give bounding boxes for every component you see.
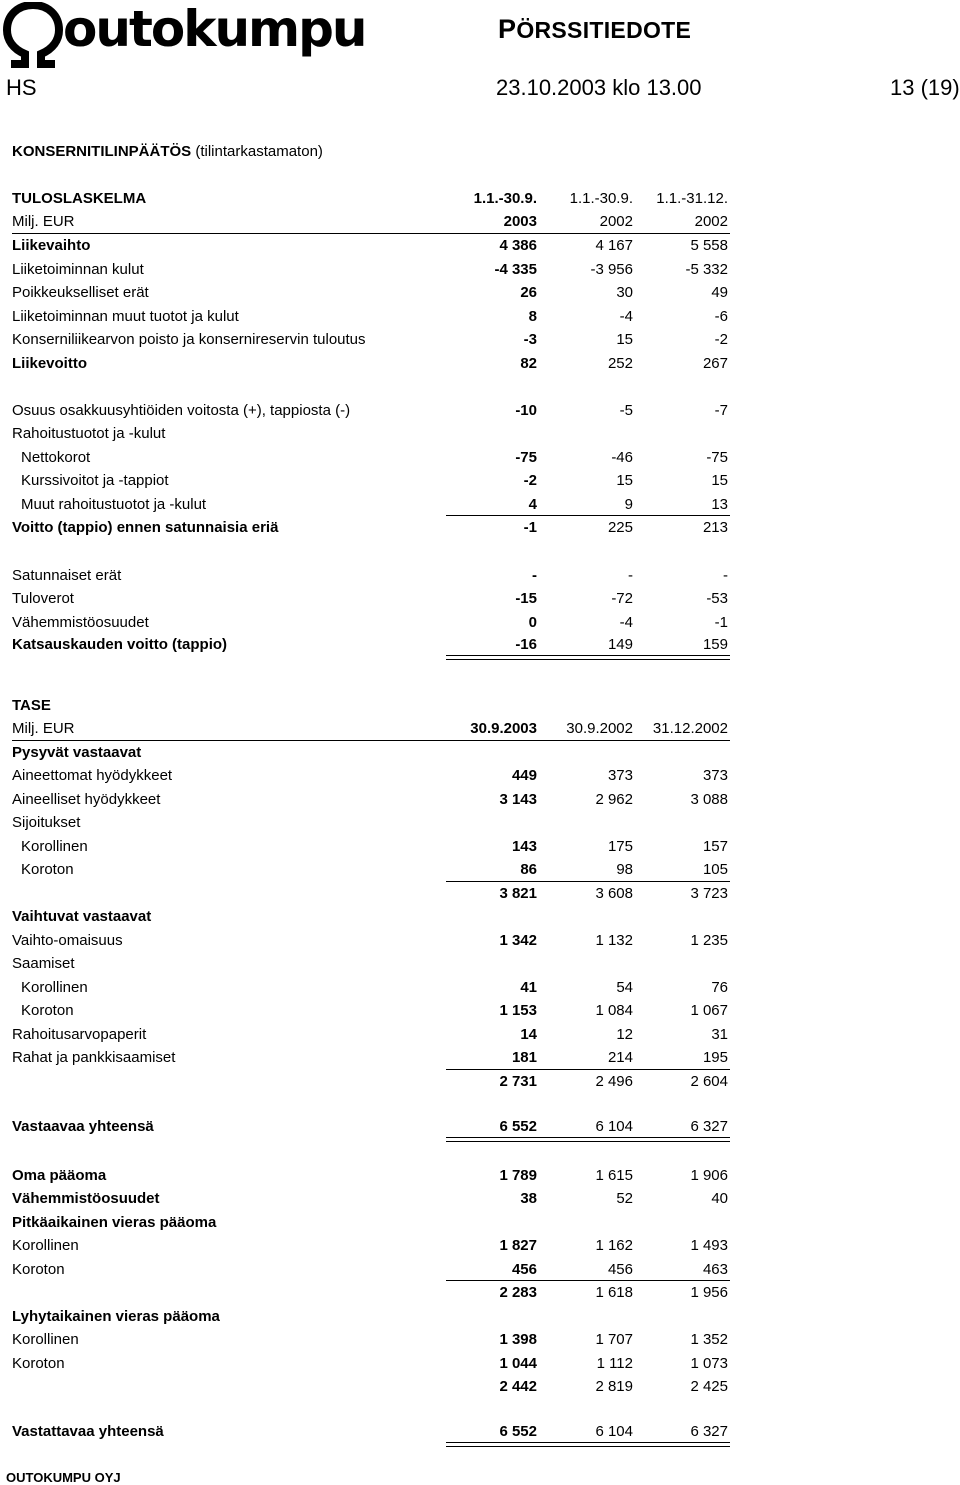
balance-row-label: Vastattavaa yhteensä: [12, 1423, 164, 1440]
income-row: [12, 633, 730, 656]
income-value-col2: 15: [616, 472, 633, 489]
balance-row: [12, 1420, 730, 1443]
income-value-col2: 15: [616, 331, 633, 348]
balance-value-col1: 86: [520, 861, 537, 878]
balance-row-label: Rahat ja pankkisaamiset: [12, 1049, 176, 1066]
balance-col1-date: 30.9.2003: [470, 720, 537, 737]
income-col2-year: 2002: [599, 213, 633, 230]
income-value-col3: 213: [702, 519, 728, 536]
balance-value-col2: 1 618: [595, 1284, 633, 1301]
balance-row-label: Korollinen: [21, 838, 88, 855]
balance-value-col2: 54: [616, 979, 633, 996]
balance-value-col3: 157: [702, 838, 728, 855]
balance-value-col3: 1 235: [690, 932, 728, 949]
balance-row: [12, 1115, 730, 1138]
income-value-col3: 5 558: [690, 237, 728, 254]
balance-row: [12, 882, 730, 905]
balance-row: [12, 1187, 730, 1210]
income-row: [12, 352, 730, 375]
total-double-rule: [446, 1137, 730, 1142]
balance-row-label: Aineettomat hyödykkeet: [12, 767, 173, 784]
balance-value-col2: 1 132: [595, 932, 633, 949]
balance-value-col3: 6 327: [690, 1423, 728, 1440]
income-col2-period: 1.1.-30.9.: [569, 190, 633, 207]
balance-row-label: Oma pääoma: [12, 1167, 107, 1184]
balance-row-label: Rahoitusarvopaperit: [12, 1026, 147, 1043]
balance-value-col1: 449: [511, 767, 537, 784]
header-datetime: 23.10.2003 klo 13.00: [496, 75, 702, 100]
income-value-col3: -6: [714, 308, 728, 325]
balance-row: [12, 999, 730, 1022]
income-row: [12, 587, 730, 610]
balance-unit-row: [12, 717, 730, 740]
balance-value-col3: 2 425: [690, 1378, 728, 1395]
balance-value-col2: 6 104: [595, 1423, 633, 1440]
balance-row: [12, 1070, 730, 1093]
income-value-col1: -2: [523, 472, 537, 489]
balance-value-col1: 38: [520, 1190, 537, 1207]
income-value-col2: -4: [619, 308, 633, 325]
balance-row: [12, 1352, 730, 1375]
income-row-label: Katsauskauden voitto (tappio): [12, 636, 228, 653]
income-value-col3: -1: [714, 614, 728, 631]
balance-value-col1: 2 442: [499, 1378, 537, 1395]
balance-value-col2: 52: [616, 1190, 633, 1207]
balance-row-label: Sijoitukset: [12, 814, 81, 831]
balance-value-col3: 1 352: [690, 1331, 728, 1348]
income-value-col2: -5: [619, 402, 633, 419]
income-heading-row: [12, 187, 730, 210]
income-value-col3: 13: [711, 496, 728, 513]
report-title-bold: KONSERNITILINPÄÄTÖS: [12, 143, 192, 160]
balance-row-label: Vähemmistöosuudet: [12, 1190, 160, 1207]
balance-row: [12, 1023, 730, 1046]
balance-value-col3: 76: [711, 979, 728, 996]
income-col3-period: 1.1.-31.12.: [656, 190, 728, 207]
income-value-col1: -3: [523, 331, 537, 348]
income-row-label: Vähemmistöosuudet: [12, 614, 149, 631]
balance-row: [12, 929, 730, 952]
income-value-col1: 4: [528, 496, 537, 513]
balance-value-col1: 1 827: [499, 1237, 537, 1254]
income-value-col2: -4: [619, 614, 633, 631]
balance-row: [12, 1305, 730, 1328]
income-value-col2: 30: [616, 284, 633, 301]
income-value-col1: 4 386: [499, 237, 537, 254]
total-double-rule: [446, 655, 730, 660]
balance-value-col2: 456: [607, 1261, 633, 1278]
income-row: [12, 446, 730, 469]
balance-unit: Milj. EUR: [12, 720, 75, 737]
balance-value-col1: 6 552: [499, 1118, 537, 1135]
income-col1-year: 2003: [503, 213, 537, 230]
income-value-col3: 15: [711, 472, 728, 489]
balance-row: [12, 1234, 730, 1257]
balance-value-col1: 1 789: [499, 1167, 537, 1184]
report-title: [12, 143, 323, 160]
income-row: [12, 469, 730, 492]
balance-value-col3: 105: [702, 861, 728, 878]
balance-value-col2: 1 707: [595, 1331, 633, 1348]
doc-type-rest: ÖRSSITIEDOTE: [516, 17, 692, 43]
balance-value-col3: 373: [702, 767, 728, 784]
income-row: [12, 493, 730, 516]
income-value-col3: -75: [706, 449, 728, 466]
balance-value-col2: 373: [607, 767, 633, 784]
balance-row: [12, 905, 730, 928]
report-title-note: (tilintarkastamaton): [195, 143, 323, 160]
balance-value-col3: 463: [702, 1261, 728, 1278]
balance-value-col1: 1 398: [499, 1331, 537, 1348]
balance-value-col3: 3 088: [690, 791, 728, 808]
balance-value-col2: 1 615: [595, 1167, 633, 1184]
income-value-col2: -: [628, 567, 633, 584]
balance-row-label: Lyhytaikainen vieras pääoma: [12, 1308, 220, 1325]
balance-value-col1: 1 342: [499, 932, 537, 949]
balance-value-col2: 1 112: [596, 1355, 633, 1372]
income-row-label: Satunnaiset erät: [12, 567, 122, 584]
balance-value-col1: 1 044: [499, 1355, 537, 1372]
balance-value-col1: 2 731: [499, 1073, 537, 1090]
income-row-label: Kurssivoitot ja -tappiot: [21, 472, 169, 489]
balance-row: [12, 858, 730, 881]
balance-row-label: Vastaavaa yhteensä: [12, 1118, 154, 1135]
income-value-col1: -10: [515, 402, 537, 419]
balance-value-col1: 3 143: [499, 791, 537, 808]
income-value-col2: -3 956: [590, 261, 633, 278]
balance-row: [12, 764, 730, 787]
balance-value-col2: 2 496: [595, 1073, 633, 1090]
balance-row: [12, 788, 730, 811]
balance-value-col3: 1 956: [690, 1284, 728, 1301]
subtotal-rule: [446, 1069, 730, 1070]
balance-value-col3: 3 723: [690, 885, 728, 902]
income-value-col2: 149: [607, 636, 633, 653]
income-row-label: Osuus osakkuusyhtiöiden voitosta (+), tappiosta (-): [12, 402, 351, 419]
income-value-col1: -4 335: [494, 261, 537, 278]
total-double-rule: [446, 1442, 730, 1447]
subtotal-rule: [446, 515, 730, 516]
balance-row: [12, 835, 730, 858]
income-value-col3: 49: [711, 284, 728, 301]
income-row-label: Muut rahoitustuotot ja -kulut: [21, 496, 207, 513]
income-value-col2: -46: [611, 449, 633, 466]
balance-value-col3: 1 067: [690, 1002, 728, 1019]
balance-value-col3: 40: [711, 1190, 728, 1207]
balance-value-col2: 12: [616, 1026, 633, 1043]
omega-logo-icon: [3, 2, 63, 68]
income-value-col2: 4 167: [595, 237, 633, 254]
income-unit: Milj. EUR: [12, 213, 75, 230]
balance-value-col1: 143: [511, 838, 537, 855]
income-heading: TULOSLASKELMA: [12, 190, 147, 207]
income-row: [12, 281, 730, 304]
income-value-col3: -53: [706, 590, 728, 607]
income-row: [12, 234, 730, 257]
balance-col3-date: 31.12.2002: [652, 720, 728, 737]
balance-value-col1: 14: [520, 1026, 537, 1043]
balance-row: [12, 1258, 730, 1281]
balance-row-label: Koroton: [12, 1355, 65, 1372]
balance-value-col1: 41: [520, 979, 537, 996]
balance-row-label: Pitkäaikainen vieras pääoma: [12, 1214, 217, 1231]
balance-row-label: Vaihto-omaisuus: [12, 932, 123, 949]
balance-row: [12, 1281, 730, 1304]
balance-value-col2: 2 962: [595, 791, 633, 808]
balance-row: [12, 811, 730, 834]
income-value-col2: 225: [607, 519, 633, 536]
balance-value-col3: 6 327: [690, 1118, 728, 1135]
balance-value-col2: 3 608: [595, 885, 633, 902]
balance-row: [12, 1046, 730, 1069]
income-row-label: Liiketoiminnan muut tuotot ja kulut: [12, 308, 239, 325]
income-unit-row: [12, 210, 730, 233]
balance-value-col1: 181: [511, 1049, 537, 1066]
income-value-col1: -16: [515, 636, 537, 653]
logo-wordmark: outokumpu: [63, 0, 366, 58]
income-row: [12, 328, 730, 351]
balance-value-col3: 195: [702, 1049, 728, 1066]
balance-row-label: Korollinen: [12, 1331, 79, 1348]
income-value-col1: 82: [520, 355, 537, 372]
balance-value-col3: 1 073: [690, 1355, 728, 1372]
header-page: 13 (19): [890, 75, 960, 100]
income-value-col1: -: [532, 567, 537, 584]
balance-value-col2: 2 819: [595, 1378, 633, 1395]
document-type: [498, 14, 691, 45]
income-col3-year: 2002: [694, 213, 728, 230]
income-row-label: Liikevoitto: [12, 355, 88, 372]
balance-value-col2: 6 104: [595, 1118, 633, 1135]
income-value-col2: 252: [607, 355, 633, 372]
income-col1-period: 1.1.-30.9.: [473, 190, 537, 207]
income-value-col1: -1: [523, 519, 537, 536]
balance-row-label: Korollinen: [12, 1237, 79, 1254]
income-row-label: Konserniliikearvon poisto ja konsernireservin tuloutus: [12, 331, 366, 348]
income-value-col3: -5 332: [685, 261, 728, 278]
income-value-col1: 8: [528, 308, 537, 325]
balance-row: [12, 1375, 730, 1398]
footer-company: OUTOKUMPU OYJ: [6, 1470, 121, 1485]
balance-value-col1: 1 153: [499, 1002, 537, 1019]
balance-row-label: Vaihtuvat vastaavat: [12, 908, 152, 925]
balance-row-label: Saamiset: [12, 955, 75, 972]
income-row: [12, 399, 730, 422]
income-value-col3: -7: [714, 402, 728, 419]
balance-heading-row: [12, 694, 730, 717]
income-row: [12, 611, 730, 634]
income-row-label: Poikkeukselliset erät: [12, 284, 149, 301]
income-value-col3: 267: [702, 355, 728, 372]
balance-row: [12, 976, 730, 999]
income-value-col3: -2: [714, 331, 728, 348]
income-value-col3: -: [723, 567, 728, 584]
income-row-label: Liikevaihto: [12, 237, 91, 254]
income-row-label: Rahoitustuotot ja -kulut: [12, 425, 166, 442]
balance-row-label: Koroton: [21, 861, 74, 878]
balance-value-col2: 175: [607, 838, 633, 855]
balance-value-col2: 214: [607, 1049, 633, 1066]
income-value-col1: 0: [528, 614, 537, 631]
balance-value-col1: 456: [511, 1261, 537, 1278]
income-value-col1: -15: [515, 590, 537, 607]
company-logo: [3, 0, 366, 68]
balance-row: [12, 741, 730, 764]
income-value-col3: 159: [702, 636, 728, 653]
income-value-col1: -75: [515, 449, 537, 466]
balance-value-col3: 31: [711, 1026, 728, 1043]
balance-row: [12, 1211, 730, 1234]
income-row-label: Nettokorot: [21, 449, 91, 466]
balance-row-label: Koroton: [12, 1261, 65, 1278]
balance-row: [12, 1164, 730, 1187]
income-value-col2: -72: [611, 590, 633, 607]
income-row-label: Voitto (tappio) ennen satunnaisia eriä: [12, 519, 279, 536]
balance-row: [12, 1328, 730, 1351]
subtotal-rule: [446, 881, 730, 882]
balance-value-col1: 6 552: [499, 1423, 537, 1440]
balance-row-label: Korollinen: [21, 979, 88, 996]
balance-heading: TASE: [12, 697, 51, 714]
balance-value-col2: 1 162: [595, 1237, 633, 1254]
balance-value-col2: 1 084: [595, 1002, 633, 1019]
income-row-label: Liiketoiminnan kulut: [12, 261, 144, 278]
income-row-label: Tuloverot: [12, 590, 74, 607]
doc-type-first-letter: P: [498, 14, 517, 44]
balance-value-col3: 1 906: [690, 1167, 728, 1184]
income-row: [12, 422, 730, 445]
balance-value-col3: 1 493: [690, 1237, 728, 1254]
header-code: HS: [6, 75, 37, 100]
balance-col2-date: 30.9.2002: [566, 720, 633, 737]
balance-value-col1: 2 283: [499, 1284, 537, 1301]
income-value-col2: 9: [624, 496, 633, 513]
subtotal-rule: [446, 1280, 730, 1281]
balance-row-label: Aineelliset hyödykkeet: [12, 791, 161, 808]
income-row: [12, 516, 730, 539]
balance-value-col2: 98: [616, 861, 633, 878]
income-value-col1: 26: [520, 284, 537, 301]
income-row: [12, 564, 730, 587]
income-row: [12, 258, 730, 281]
income-row: [12, 305, 730, 328]
balance-row-label: Koroton: [21, 1002, 74, 1019]
balance-value-col3: 2 604: [690, 1073, 728, 1090]
balance-row-label: Pysyvät vastaavat: [12, 744, 142, 761]
balance-value-col1: 3 821: [499, 885, 537, 902]
balance-row: [12, 952, 730, 975]
